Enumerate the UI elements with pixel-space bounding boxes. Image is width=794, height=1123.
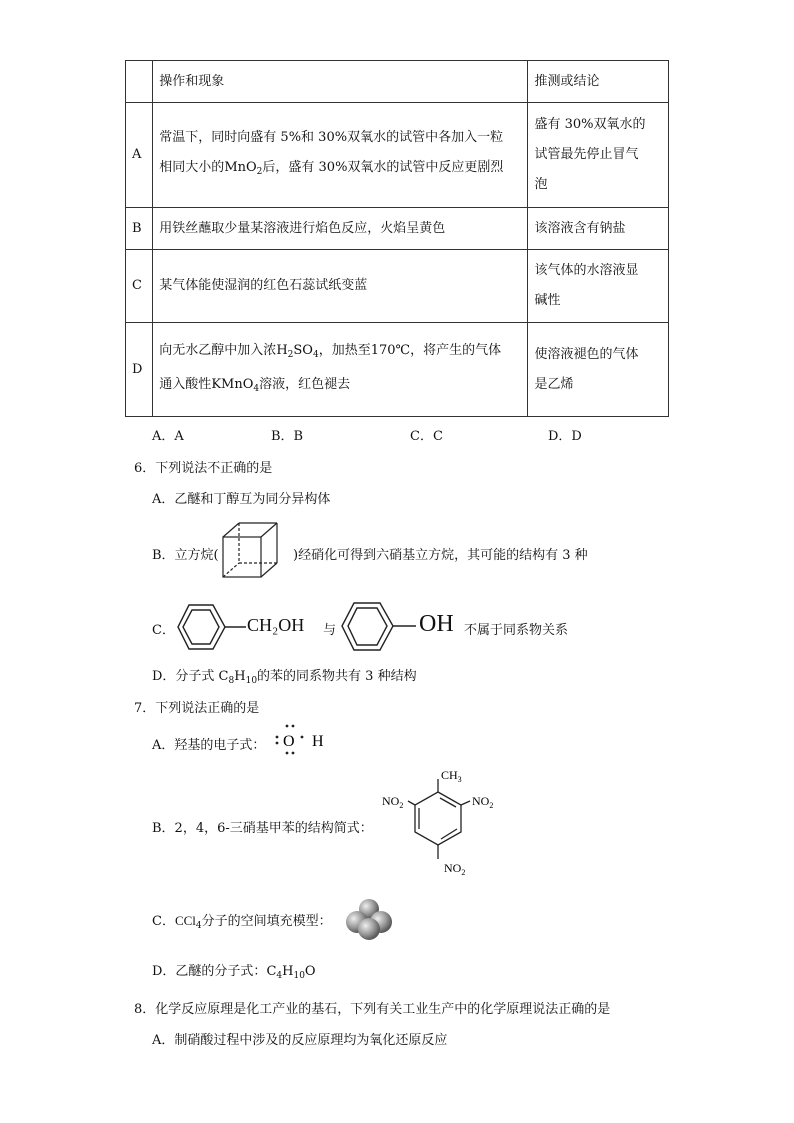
formula: SO: [293, 342, 313, 358]
q5-option-d: D．D: [548, 429, 582, 444]
row-operation: 用铁丝蘸取少量某溶液进行焰色反应，火焰呈黄色: [153, 208, 528, 250]
no2-label-bottom: $NO_2$: [444, 861, 466, 877]
op-text: ，加热至: [318, 342, 371, 358]
cubane-structure: [220, 520, 282, 582]
q6-option-c-pre: C．: [152, 623, 175, 638]
row-operation: 某气体能使湿润的红色石蕊试纸变蓝: [153, 250, 528, 323]
q6-option-d: [152, 665, 417, 686]
op-line: [159, 336, 521, 370]
concl-line: 该气体的水溶液显: [534, 263, 639, 278]
row-label: B: [126, 208, 153, 250]
oxygen-symbol: O: [283, 733, 295, 750]
table-row-d: [126, 323, 669, 417]
q6-d-sub: 8: [228, 676, 235, 686]
q7-c-text: C．: [152, 914, 175, 929]
formula-sub: 2: [287, 349, 294, 360]
benzyl-alcohol-group: CH₂OH: [247, 615, 305, 635]
concl-line: 碱性: [534, 293, 561, 308]
formula-sub: 10: [293, 971, 305, 981]
q7-c-text: 分子的空间填充模型：: [201, 914, 332, 929]
question-table: [125, 60, 669, 417]
table-row-c: [126, 250, 669, 323]
q8-stem: 8．化学反应原理是化工产业的基石，下列有关工业生产中的化学原理说法正确的是: [134, 1002, 611, 1017]
ccl4-formula-sub: 4: [195, 921, 202, 931]
op-text: 向无水乙醇中加入浓: [159, 342, 277, 358]
temperature: 170℃: [370, 342, 411, 358]
op-line: 常温下，同时向盛有 5%和 30%双氧水的试管中各加入一粒: [159, 130, 504, 145]
phenol-oh-group: OH: [419, 611, 454, 637]
formula: H: [282, 964, 294, 979]
ccl4-space-filling-model: [344, 896, 394, 942]
concl-line: 泡: [534, 177, 548, 192]
table-header-op: 操作和现象: [153, 61, 528, 103]
ch3-label: $CH_3$: [441, 768, 462, 784]
q5-option-b: B．B: [271, 429, 304, 444]
table-header-label-cell: [126, 61, 153, 103]
op-text: 通入酸性: [159, 376, 212, 392]
formula-sub: 4: [276, 971, 283, 981]
q7-option-c: [152, 910, 332, 931]
concl-line: 是乙烯: [534, 376, 574, 392]
row-label: C: [126, 250, 153, 323]
op-line: [159, 370, 521, 404]
no2-label-left: $NO_2$: [382, 794, 404, 810]
q6-d-text: H: [234, 669, 246, 684]
op-text: ，将产生的气体: [410, 342, 502, 358]
formula: KMnO: [211, 376, 254, 392]
q6-d-text: D．分子式 C: [152, 669, 229, 684]
table-row-a: [126, 103, 669, 208]
q5-option-a: A．A: [152, 429, 184, 444]
q7-stem: 7．下列说法正确的是: [134, 701, 260, 716]
concl-line: 盛有 30%双氧水的: [534, 117, 646, 132]
q6-d-sub: 10: [245, 676, 258, 686]
row-conclusion: [528, 323, 669, 417]
op-line: [159, 153, 521, 187]
q6-d-text: 的苯的同系物共有 3 种结构: [257, 669, 417, 684]
row-conclusion: [528, 250, 669, 323]
hydroxyl-electron-formula: [270, 722, 332, 756]
table-row-b: [126, 208, 669, 250]
hydrogen-symbol: H: [312, 733, 324, 750]
q8-option-a: A．制硝酸过程中涉及的反应原理均为氧化还原反应: [152, 1033, 448, 1048]
op-text: 相同大小的: [159, 160, 225, 175]
table-header-row: [126, 61, 669, 103]
q7-option-a-pre: A．羟基的电子式：: [152, 738, 266, 753]
phenol-ring-icon: [340, 598, 420, 656]
q6-stem: 6．下列说法不正确的是: [134, 461, 273, 476]
q7-d-text: D．乙醚的分子式：: [152, 964, 267, 979]
row-operation: [153, 323, 528, 417]
formula-sub: 4: [253, 383, 260, 394]
concl-line: 使溶液褪色的气体: [534, 346, 639, 362]
ccl4-formula: CCl: [174, 913, 196, 928]
tnt-structure: [378, 762, 528, 880]
row-label: A: [126, 103, 153, 208]
formula: C: [266, 964, 277, 979]
concl-line: 试管最先停止冒气: [534, 147, 639, 162]
formula: MnO: [224, 160, 257, 175]
row-label: D: [126, 323, 153, 417]
row-operation: [153, 103, 528, 208]
formula: H: [276, 342, 288, 358]
op-text: 溶液，红色褪去: [259, 376, 351, 392]
row-conclusion: 该溶液含有钠盐: [528, 208, 669, 250]
row-conclusion: [528, 103, 669, 208]
q7-option-d: [152, 960, 316, 981]
op-text: 后，盛有 30%双氧水的试管中反应更剧烈: [262, 160, 504, 175]
formula-sub: 2: [256, 167, 263, 177]
q5-option-c: C．C: [410, 429, 443, 444]
q6-option-b-pre: B．立方烷(: [152, 548, 219, 563]
q6-option-b-post: )经硝化可得到六硝基立方烷，其可能的结构有 3 种: [293, 548, 588, 563]
benzene-ring-icon: [176, 600, 250, 654]
q7-option-b-pre: B．2，4，6-三硝基甲苯的结构简式：: [152, 821, 373, 836]
q6-option-a: A．乙醚和丁醇互为同分异构体: [152, 492, 331, 507]
q6-option-c-post: 不属于同系物关系: [464, 623, 569, 638]
q6-option-c-conj: 与: [323, 623, 337, 638]
no2-label-right: $NO_2$: [472, 794, 494, 810]
table-header-conclusion: 推测或结论: [528, 61, 669, 103]
formula: O: [304, 964, 316, 979]
formula-sub: 4: [312, 349, 319, 360]
